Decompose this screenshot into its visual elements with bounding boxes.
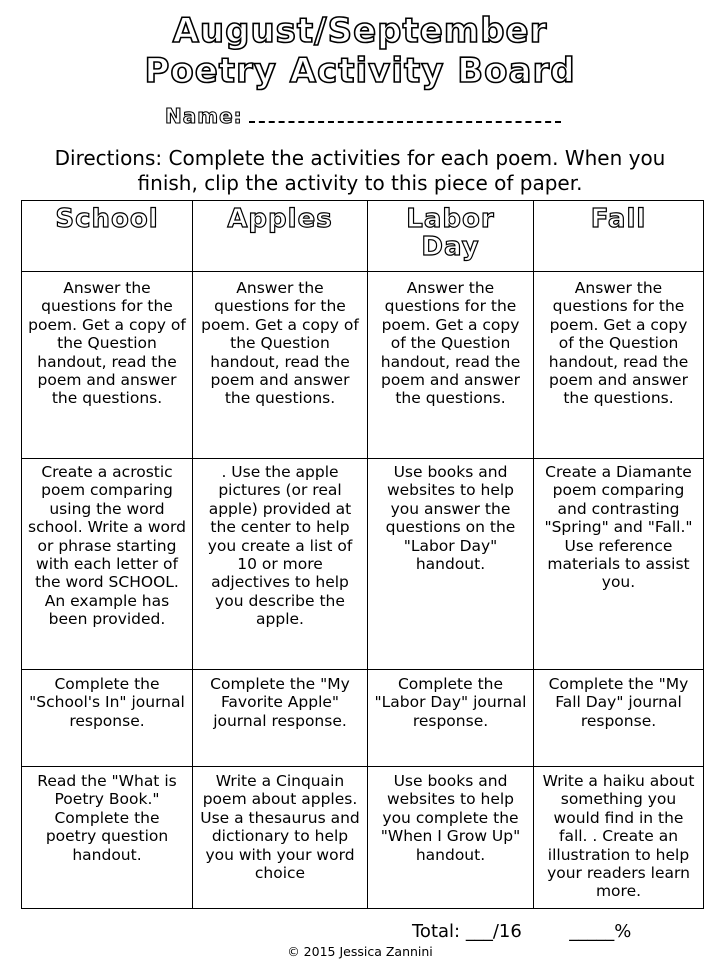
- activity-cell: Use books and websites to help you answer the questions on the "Labor Day" handout.: [368, 459, 534, 670]
- activity-cell: Complete the "My Favorite Apple" journal response.: [193, 670, 368, 767]
- activity-cell: Answer the questions for the poem. Get a copy of the Question handout, read the poem and answer the questions.: [368, 272, 534, 459]
- total-score-row: [412, 920, 631, 944]
- activity-cell: Complete the "School's In" journal response.: [22, 670, 193, 767]
- total-label: Total:: [412, 921, 461, 942]
- page-title: August/September: [172, 11, 548, 51]
- column-header-apples: Apples: [193, 201, 368, 272]
- activity-cell: Write a Cinquain poem about apples. Use a thesaurus and dictionary to help you with your word choice: [193, 767, 368, 909]
- activity-row: [22, 459, 704, 670]
- activity-cell: Complete the "Labor Day" journal response.: [368, 670, 534, 767]
- activity-cell: Create a Diamante poem comparing and contrasting "Spring" and "Fall." Use reference materials to assist you.: [534, 459, 704, 670]
- header-row: [22, 201, 704, 272]
- activity-row: [22, 272, 704, 459]
- total-score-blank[interactable]: ___/16: [465, 921, 522, 942]
- page-subtitle: Poetry Activity Board: [144, 51, 576, 91]
- activity-row: [22, 670, 704, 767]
- copyright-notice: © 2015 Jessica Zannini: [287, 944, 433, 959]
- name-field-row: [165, 102, 561, 128]
- column-header-school: School: [22, 201, 193, 272]
- activity-cell: Use books and websites to help you complete the "When I Grow Up" handout.: [368, 767, 534, 909]
- activity-cell: Answer the questions for the poem. Get a copy of the Question handout, read the poem and answer the questions.: [534, 272, 704, 459]
- activity-cell: Answer the questions for the poem. Get a copy of the Question handout, read the poem and answer the questions.: [22, 272, 193, 459]
- directions-line-2: finish, clip the activity to this piece of paper.: [137, 171, 583, 195]
- activity-cell: Write a haiku about something you would find in the fall. . Create an illustration to help your readers learn more.: [534, 767, 704, 909]
- activity-cell: . Use the apple pictures (or real apple) provided at the center to help you create a list of 10 or more adjectives to help you describe the apple.: [193, 459, 368, 670]
- activity-cell: Answer the questions for the poem. Get a copy of the Question handout, read the poem and answer the questions.: [193, 272, 368, 459]
- total-percent-blank[interactable]: _____%: [569, 921, 632, 942]
- activity-board-table: [21, 200, 704, 909]
- activity-row: [22, 767, 704, 909]
- directions-line-1: Directions: Complete the activities for each poem. When you: [54, 146, 666, 170]
- name-blank-line[interactable]: [249, 121, 561, 123]
- activity-cell: Read the "What is Poetry Book." Complete the poetry question handout.: [22, 767, 193, 909]
- column-header-fall: Fall: [534, 201, 704, 272]
- activity-cell: Complete the "My Fall Day" journal response.: [534, 670, 704, 767]
- name-label: Name:: [165, 104, 243, 128]
- column-header-labor-day: Labor Day: [368, 201, 534, 272]
- directions: [20, 146, 700, 196]
- activity-cell: Create a acrostic poem comparing using the word school. Write a word or phrase starting with each letter of the word SCHOOL. An example has been provided.: [22, 459, 193, 670]
